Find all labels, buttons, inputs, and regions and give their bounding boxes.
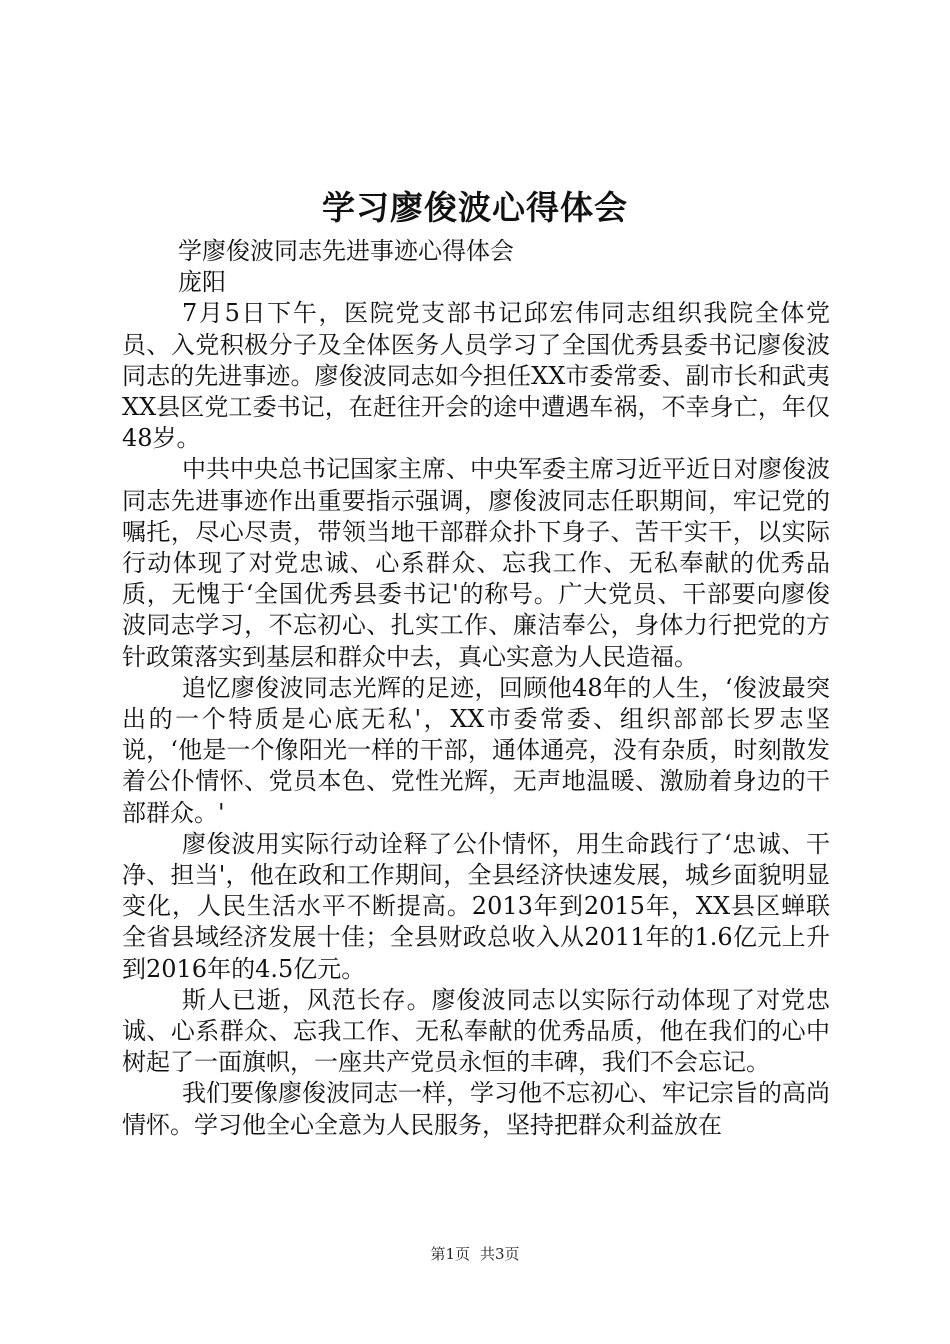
document-subtitle: 学廖俊波同志先进事迹心得体会	[178, 237, 514, 265]
page-total: 共3页	[480, 1245, 520, 1263]
paragraph: 廖俊波用实际行动诠释了公仆情怀，用生命践行了‘忠诚、干净、担当'，他在政和工作期间，全县经济快速发展，城乡面貌明显变化，人民生活水平不断提高。2013年到2015年，XX县区蝉联全省县域经济发展十佳；全县财政总收入从2011年的1.6亿元上升到2016年的4.5亿元。	[122, 829, 830, 983]
paragraph: 追忆廖俊波同志光辉的足迹，回顾他48年的人生，‘俊波最突出的一个特质是心底无私'，XX市委常委、组织部部长罗志坚说，‘他是一个像阳光一样的干部，通体通亮，没有杂质，时刻散发着公仆情怀、党员本色、党性光辉，无声地温暖、激励着身边的干部群众。'	[122, 673, 830, 827]
paragraph: 中共中央总书记国家主席、中央军委主席习近平近日对廖俊波同志先进事迹作出重要指示强调，廖俊波同志任职期间，牢记党的嘱托，尽心尽责，带领当地干部群众扑下身子、苦干实干，以实际行动体现了对党忠诚、心系群众、忘我工作、无私奉献的优秀品质，无愧于‘全国优秀县委书记'的称号。广大党员、干部要向廖俊波同志学习，不忘初心、扎实工作、廉洁奉公，身体力行把党的方针政策落实到基层和群众中去，真心实意为人民造福。	[122, 455, 830, 671]
page-footer	[0, 1244, 950, 1264]
document-title: 学习廖俊波心得体会	[322, 188, 628, 227]
page-number: 第1页	[430, 1245, 470, 1263]
document-body	[122, 236, 830, 1141]
paragraph: 斯人已逝，风范长存。廖俊波同志以实际行动体现了对党忠诚、心系群众、忘我工作、无私奉献的优秀品质，他在我们的心中树起了一面旗帜，一座共产党员永恒的丰碑，我们不会忘记。	[122, 985, 830, 1077]
paragraph: 我们要像廖俊波同志一样，学习他不忘初心、牢记宗旨的高尚情怀。学习他全心全意为人民服务，坚持把群众利益放在	[122, 1079, 830, 1139]
document-author: 庞阳	[178, 268, 226, 297]
paragraph: 7月5日下午，医院党支部书记邱宏伟同志组织我院全体党员、入党积极分子及全体医务人员学习了全国优秀县委书记廖俊波同志的先进事迹。廖俊波同志如今担任XX市委常委、副市长和武夷XX县区党工委书记，在赶往开会的途中遭遇车祸，不幸身亡，年仅48岁。	[122, 299, 830, 453]
